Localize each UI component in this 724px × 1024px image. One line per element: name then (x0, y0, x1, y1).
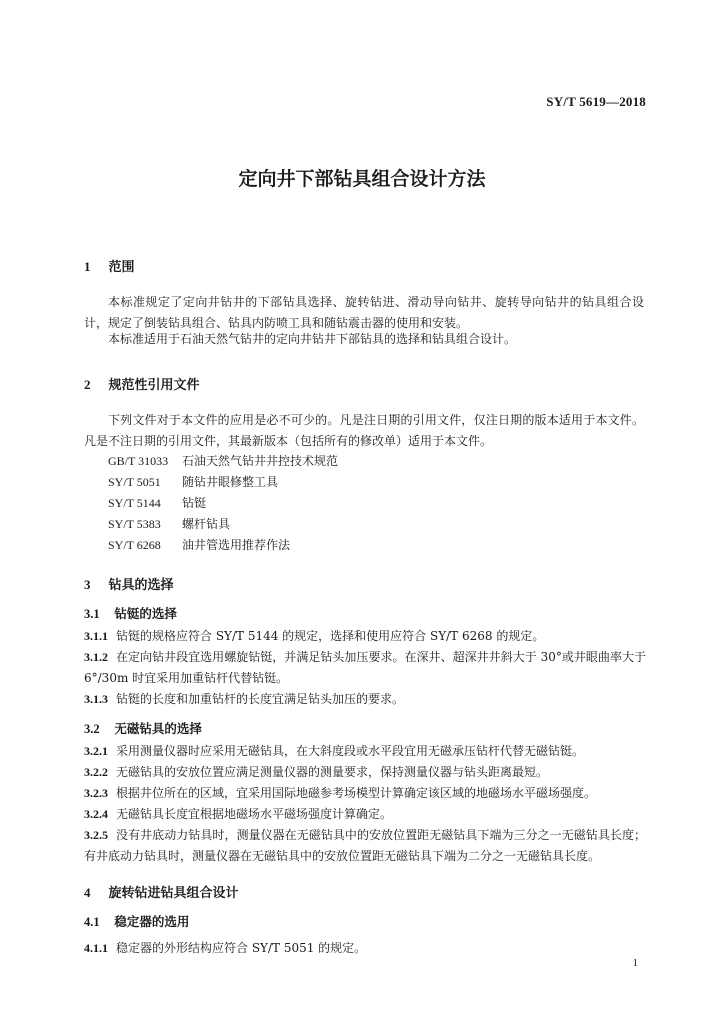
subsection-title: 钻铤的选择 (114, 606, 177, 621)
clause-text: 无磁钻具的安放位置应满足测量仪器的测量要求，保持测量仪器与钻头距离最短。 (116, 765, 549, 779)
section-4-heading (84, 882, 239, 901)
clause-3-1-1 (84, 626, 646, 647)
clause-4-1-1 (84, 938, 646, 959)
section-number: 4 (84, 885, 91, 900)
section-title: 钻具的选择 (108, 578, 174, 593)
clause-number: 3.1.3 (84, 692, 108, 706)
clause-text: 钻铤的规格应符合 SY/T 5144 的规定，选择和使用应符合 SY/T 6268 的规定。 (116, 629, 545, 643)
reference-name: 钻铤 (182, 496, 207, 510)
clause-number: 3.1.1 (84, 629, 108, 643)
reference-item (108, 452, 338, 469)
reference-name: 螺杆钻具 (182, 517, 231, 531)
clause-number: 3.2.5 (84, 828, 108, 842)
clause-number: 3.2.3 (84, 786, 108, 800)
document-title: 定向井下部钻具组合设计方法 (238, 168, 486, 190)
clause-3-2-4 (84, 804, 646, 825)
reference-item (108, 494, 206, 511)
reference-item (108, 515, 230, 532)
scope-paragraph-2: 本标准适用于石油天然气钻井的定向井钻井下部钻具的选择和钻具组合设计。 (108, 332, 517, 346)
standard-code: SY/T 5619—2018 (546, 94, 646, 109)
normative-refs-paragraph: 下列文件对于本文件的应用是必不可少的。凡是注日期的引用文件，仅注日期的版本适用于本文件。凡是不注日期的引用文件，其最新版本（包括所有的修改单）适用于本文件。 (84, 413, 644, 448)
clause-text: 采用测量仪器时应采用无磁钻具，在大斜度段或水平段宜用无磁承压钻杆代替无磁钻铤。 (116, 744, 585, 758)
subsection-3-1-heading (84, 604, 177, 622)
section-title: 范围 (108, 260, 135, 275)
reference-name: 石油天然气钻井井控技术规范 (182, 454, 339, 468)
reference-code: GB/T 31033 (108, 454, 169, 468)
section-number: 2 (84, 377, 91, 392)
clause-3-2-3 (84, 783, 646, 804)
clause-3-1-2 (84, 647, 646, 689)
reference-item (108, 473, 278, 490)
subsection-number: 3.1 (84, 607, 100, 621)
clause-number: 3.1.2 (84, 650, 108, 664)
reference-code: SY/T 5144 (108, 496, 161, 510)
clause-3-1-3 (84, 689, 646, 710)
clause-text: 在定向钻井段宜选用螺旋钻铤，并满足钻头加压要求。在深井、超深井井斜大于 30°或井眼曲率大于 6°/30m 时宜采用加重钻杆代替钻铤。 (84, 650, 646, 685)
subsection-number: 3.2 (84, 722, 100, 736)
clause-text: 没有井底动力钻具时，测量仪器在无磁钻具中的安放位置距无磁钻具下端为三分之一无磁钻具长度；有井底动力钻具时，测量仪器在无磁钻具中的安放位置距无磁钻具下端为二分之一无磁钻具长度。 (84, 828, 646, 863)
clause-3-2-5 (84, 825, 646, 867)
reference-name: 油井管选用推荐作法 (182, 538, 291, 552)
reference-code: SY/T 5383 (108, 517, 161, 531)
clause-number: 3.2.2 (84, 765, 108, 779)
section-title: 旋转钻进钻具组合设计 (108, 886, 239, 901)
subsection-4-1-heading (84, 912, 189, 930)
subsection-title: 无磁钻具的选择 (114, 721, 202, 736)
section-number: 3 (84, 577, 91, 592)
subsection-number: 4.1 (84, 915, 100, 929)
reference-name: 随钻井眼修整工具 (182, 475, 279, 489)
clause-text: 无磁钻具长度宜根据地磁场水平磁场强度计算确定。 (116, 807, 393, 821)
section-number: 1 (84, 259, 91, 274)
reference-item (108, 536, 290, 553)
subsection-title: 稳定器的选用 (114, 914, 190, 929)
clause-text: 根据井位所在的区域，宜采用国际地磁参考场模型计算确定该区域的地磁场水平磁场强度。 (116, 786, 597, 800)
clause-3-2-2 (84, 762, 646, 783)
section-3-heading (84, 574, 174, 593)
subsection-3-2-heading (84, 719, 202, 737)
section-title: 规范性引用文件 (108, 378, 200, 393)
page-number: 1 (632, 957, 638, 969)
reference-code: SY/T 5051 (108, 475, 161, 489)
section-1-heading (84, 256, 135, 275)
clause-text: 稳定器的外形结构应符合 SY/T 5051 的规定。 (116, 941, 367, 955)
clause-number: 3.2.1 (84, 744, 108, 758)
clause-number: 4.1.1 (84, 941, 108, 955)
clause-number: 3.2.4 (84, 807, 108, 821)
section-2-heading (84, 374, 200, 393)
scope-paragraph-1: 本标准规定了定向井钻井的下部钻具选择、旋转钻进、滑动导向钻井、旋转导向钻井的钻具组合设计，规定了倒装钻具组合、钻具内防喷工具和随钻震击器的使用和安装。 (84, 295, 644, 330)
clause-text: 钻铤的长度和加重钻杆的长度宜满足钻头加压的要求。 (116, 692, 405, 706)
clause-3-2-1 (84, 741, 646, 762)
reference-code: SY/T 6268 (108, 538, 161, 552)
